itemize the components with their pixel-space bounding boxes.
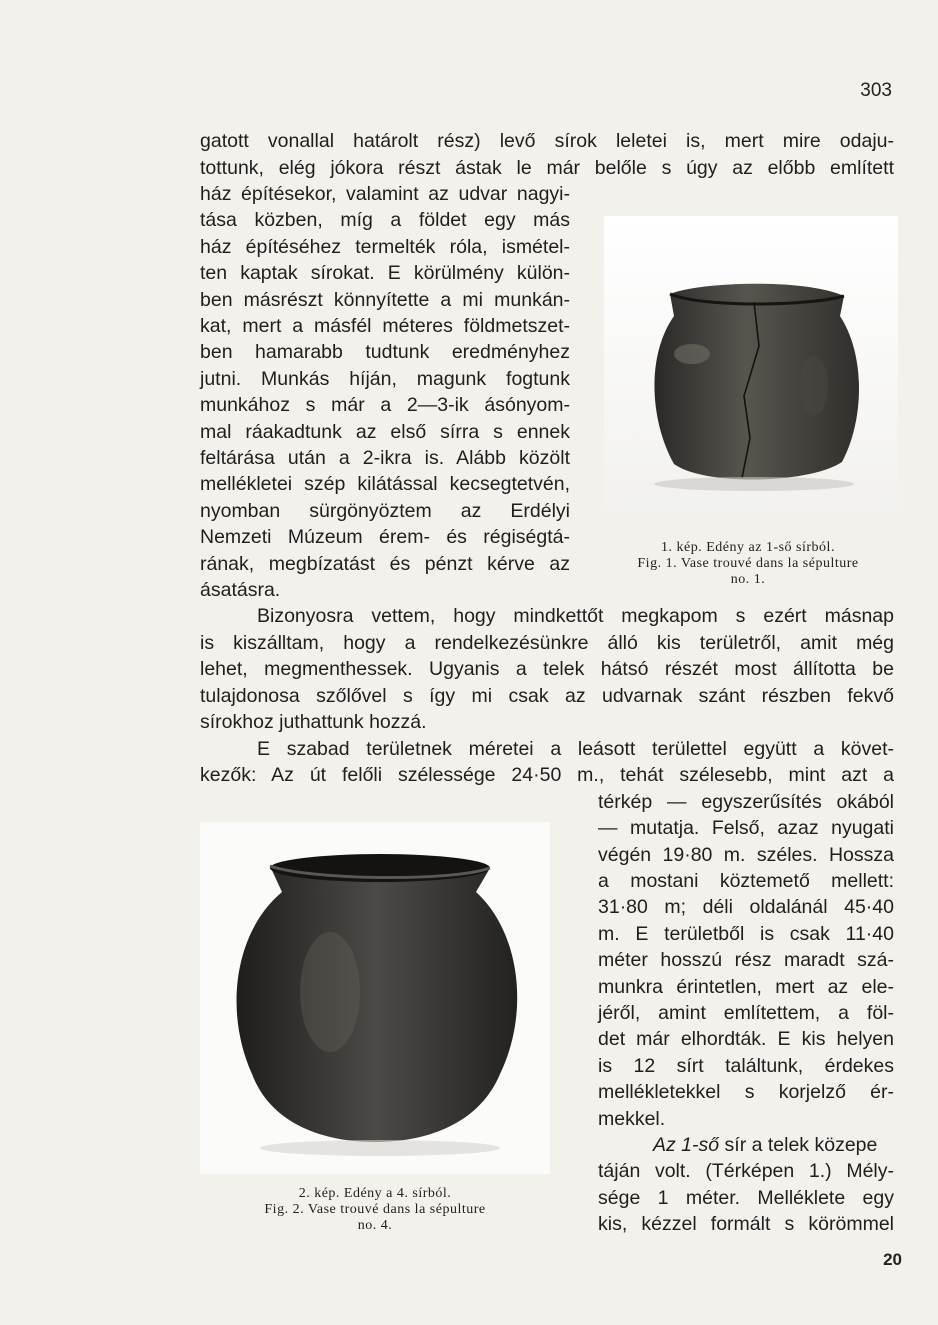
caption-french: Fig. 2. Vase trouvé dans la sépulture [264, 1202, 486, 1217]
text-line: 31·80 m; déli oldalánál 45·40 [598, 896, 894, 918]
text-line: E szabad területnek méretei a leásott területtel együtt a követ- [257, 738, 894, 760]
signature-mark: 20 [883, 1250, 902, 1269]
text-line: kat, mert a másfél méteres földmetszet- [200, 315, 570, 337]
caption-hungarian: 2. kép. Edény a 4. sírból. [298, 1186, 452, 1201]
text-line: sírokhoz juthattunk hozzá. [200, 711, 427, 733]
text-line: ben hamarabb tudtunk eredményhez [200, 341, 570, 363]
text-line: ház építésekor, valamint az udvar nagyi- [200, 183, 570, 205]
text-line: kezők: Az út felőli szélessége 24·50 m., tehát szélesebb, mint azt a [200, 764, 894, 786]
text-line: mekkel. [598, 1108, 666, 1130]
text-line: ten kaptak sírokat. E körülmény külön- [200, 262, 570, 284]
text-line: rának, megbízatást és pénzt kérve az [200, 553, 570, 575]
caption-hungarian: 1. kép. Edény az 1-ső sírból. [661, 540, 835, 555]
text-line: jutni. Munkás híján, magunk fogtunk [200, 368, 570, 390]
text-line: jéről, amint említettem, a föl- [598, 1002, 894, 1024]
text-line: lehet, megmenthessek. Ugyanis a telek hátsó részét most állította be [200, 658, 894, 680]
text-line: m. E területből is csak 11·40 [598, 923, 894, 945]
text-line: tulajdonosa szőlővel s így mi csak az udvarnak szánt részben fekvő [200, 685, 894, 707]
text-line: táján volt. (Térképen 1.) Mély- [598, 1160, 894, 1182]
figure-2-photo [200, 822, 550, 1174]
text-line: munkra érintetlen, mert az ele- [598, 976, 894, 998]
text-line: méter hosszú rész maradt szá- [598, 949, 894, 971]
text-line: Bizonyosra vettem, hogy mindkettőt megkapom s ezért másnap [257, 605, 894, 627]
text-line: mal ráakadtunk az első sírra s ennek [200, 421, 570, 443]
caption-french: Fig. 1. Vase trouvé dans la sépulture [637, 556, 859, 571]
text-line: ház építéséhez termelték róla, ismétel- [200, 236, 570, 258]
text-line: nyomban sürgönyöztem az Erdélyi [200, 500, 570, 522]
text-line: a mostani köztemető mellett: [598, 870, 894, 892]
vase-1-image [604, 216, 898, 516]
text-line: feltárása után a 2-ikra is. Alább közölt [200, 447, 570, 469]
text-line: tottunk, elég jókora részt ástak le már belőle s úgy az előbb említett [200, 157, 894, 179]
caption-number: no. 4. [357, 1218, 393, 1233]
text-line: sége 1 méter. Melléklete egy [598, 1187, 894, 1209]
text-line: mellékletekkel s korjelző ér- [598, 1081, 894, 1103]
text-line: ásatásra. [200, 579, 281, 601]
text-line: is 12 sírt találtunk, érdekes [598, 1055, 894, 1077]
text-line: kis, kézzel formált s körömmel [598, 1213, 894, 1235]
text-line: gatott vonallal határolt rész) levő sírok leletei is, mert mire odaju- [200, 130, 894, 152]
text-fragment: sír a telek közepe [719, 1134, 878, 1156]
grave-reference: Az 1-ső [653, 1134, 720, 1156]
text-line: mellékletei szép kilátással kecsegtetvén, [200, 473, 570, 495]
text-line: térkép — egyszerűsítés okából [598, 791, 894, 813]
figure-2-caption [188, 1186, 562, 1234]
text-line: ben másrészt könnyítette a mi munkán- [200, 289, 570, 311]
text-line: — mutatja. Felső, azaz nyugati [598, 817, 894, 839]
caption-number: no. 1. [730, 572, 766, 587]
text-line: végén 19·80 m. széles. Hossza [598, 844, 894, 866]
figure-1-photo [604, 216, 898, 516]
page-number: 303 [860, 80, 892, 101]
figure-1-caption [588, 540, 908, 588]
text-line [598, 1132, 894, 1158]
vase-2-image [200, 822, 550, 1174]
text-line: munkához s már a 2—3-ik ásónyom- [200, 394, 570, 416]
text-line: det már elhordták. E kis helyen [598, 1028, 894, 1050]
text-line: Nemzeti Múzeum érem- és régiségtá- [200, 526, 570, 548]
text-line: tása közben, míg a földet egy más [200, 209, 570, 231]
text-line: is kiszálltam, hogy a rendelkezésünkre álló kis területről, amit még [200, 632, 894, 654]
